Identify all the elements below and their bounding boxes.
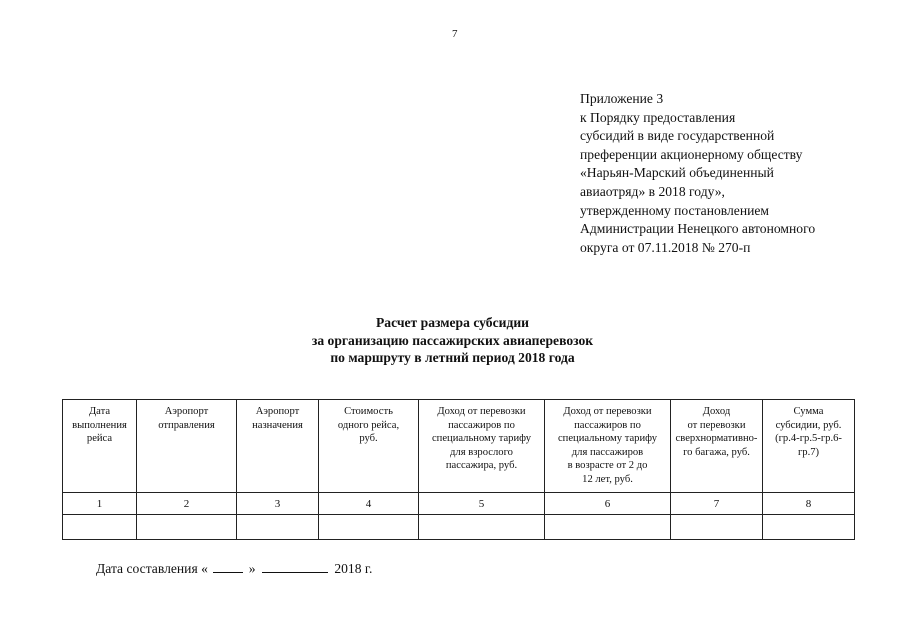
column-number-cell: 5: [419, 493, 545, 515]
appendix-line: субсидий в виде государственной: [580, 128, 775, 144]
appendix-line: «Нарьян-Марский объединенный: [580, 165, 774, 181]
header-cell-flight-cost: Стоимость одного рейса, руб.: [319, 400, 419, 493]
empty-cell: [419, 515, 545, 540]
appendix-line: Администрации Ненецкого автономного: [580, 221, 816, 237]
appendix-line: утвержденному постановлением: [580, 202, 770, 218]
title-line: Расчет размера субсидии: [376, 315, 529, 330]
empty-cell: [671, 515, 763, 540]
table-row: [63, 515, 855, 540]
column-number-cell: 2: [137, 493, 237, 515]
appendix-line: авиаотряд» в 2018 году»,: [580, 183, 725, 199]
column-number-cell: 3: [237, 493, 319, 515]
header-cell-destination-airport: Аэропорт назначения: [237, 400, 319, 493]
header-cell-adult-income: Доход от перевозки пассажиров по специальному тарифу для взрослого пассажира, руб.: [419, 400, 545, 493]
appendix-line: Приложение 3: [580, 91, 664, 106]
compilation-date-line: [96, 561, 372, 577]
title-line: по маршруту в летний период 2018 года: [330, 350, 575, 365]
appendix-line: преференции акционерному обществу: [580, 146, 803, 162]
header-cell-subsidy-amount: Сумма субсидии, руб. (гр.4-гр.5-гр.6- гр.7): [763, 400, 855, 493]
document-title: [0, 314, 905, 367]
header-cell-flight-date: Дата выполнения рейса: [63, 400, 137, 493]
header-cell-child-income: Доход от перевозки пассажиров по специальному тарифу для пассажиров в возрасте от 2 до 12 лет, руб.: [545, 400, 671, 493]
table-header-row: [63, 400, 855, 493]
empty-cell: [545, 515, 671, 540]
close-quote: »: [248, 561, 256, 576]
column-number-cell: 4: [319, 493, 419, 515]
empty-cell: [763, 515, 855, 540]
column-number-cell: 6: [545, 493, 671, 515]
empty-cell: [319, 515, 419, 540]
appendix-line: к Порядку предоставления: [580, 109, 736, 125]
header-cell-departure-airport: Аэропорт отправления: [137, 400, 237, 493]
day-blank: [213, 572, 243, 573]
empty-cell: [63, 515, 137, 540]
header-cell-baggage-income: Доход от перевозки сверхнормативно- го багажа, руб.: [671, 400, 763, 493]
empty-cell: [237, 515, 319, 540]
month-blank: [262, 572, 328, 573]
empty-cell: [137, 515, 237, 540]
page-number: 7: [452, 28, 458, 40]
year-text: 2018 г.: [334, 561, 373, 576]
compilation-date-label: Дата составления «: [96, 561, 208, 576]
column-number-cell: 7: [671, 493, 763, 515]
subsidy-calculation-table: [62, 399, 855, 540]
column-number-cell: 1: [63, 493, 137, 515]
column-number-cell: 8: [763, 493, 855, 515]
title-line: за организацию пассажирских авиаперевозок: [311, 332, 594, 348]
appendix-block: [580, 90, 880, 257]
appendix-line: округа от 07.11.2018 № 270-п: [580, 239, 751, 255]
column-number-row: [63, 493, 855, 515]
